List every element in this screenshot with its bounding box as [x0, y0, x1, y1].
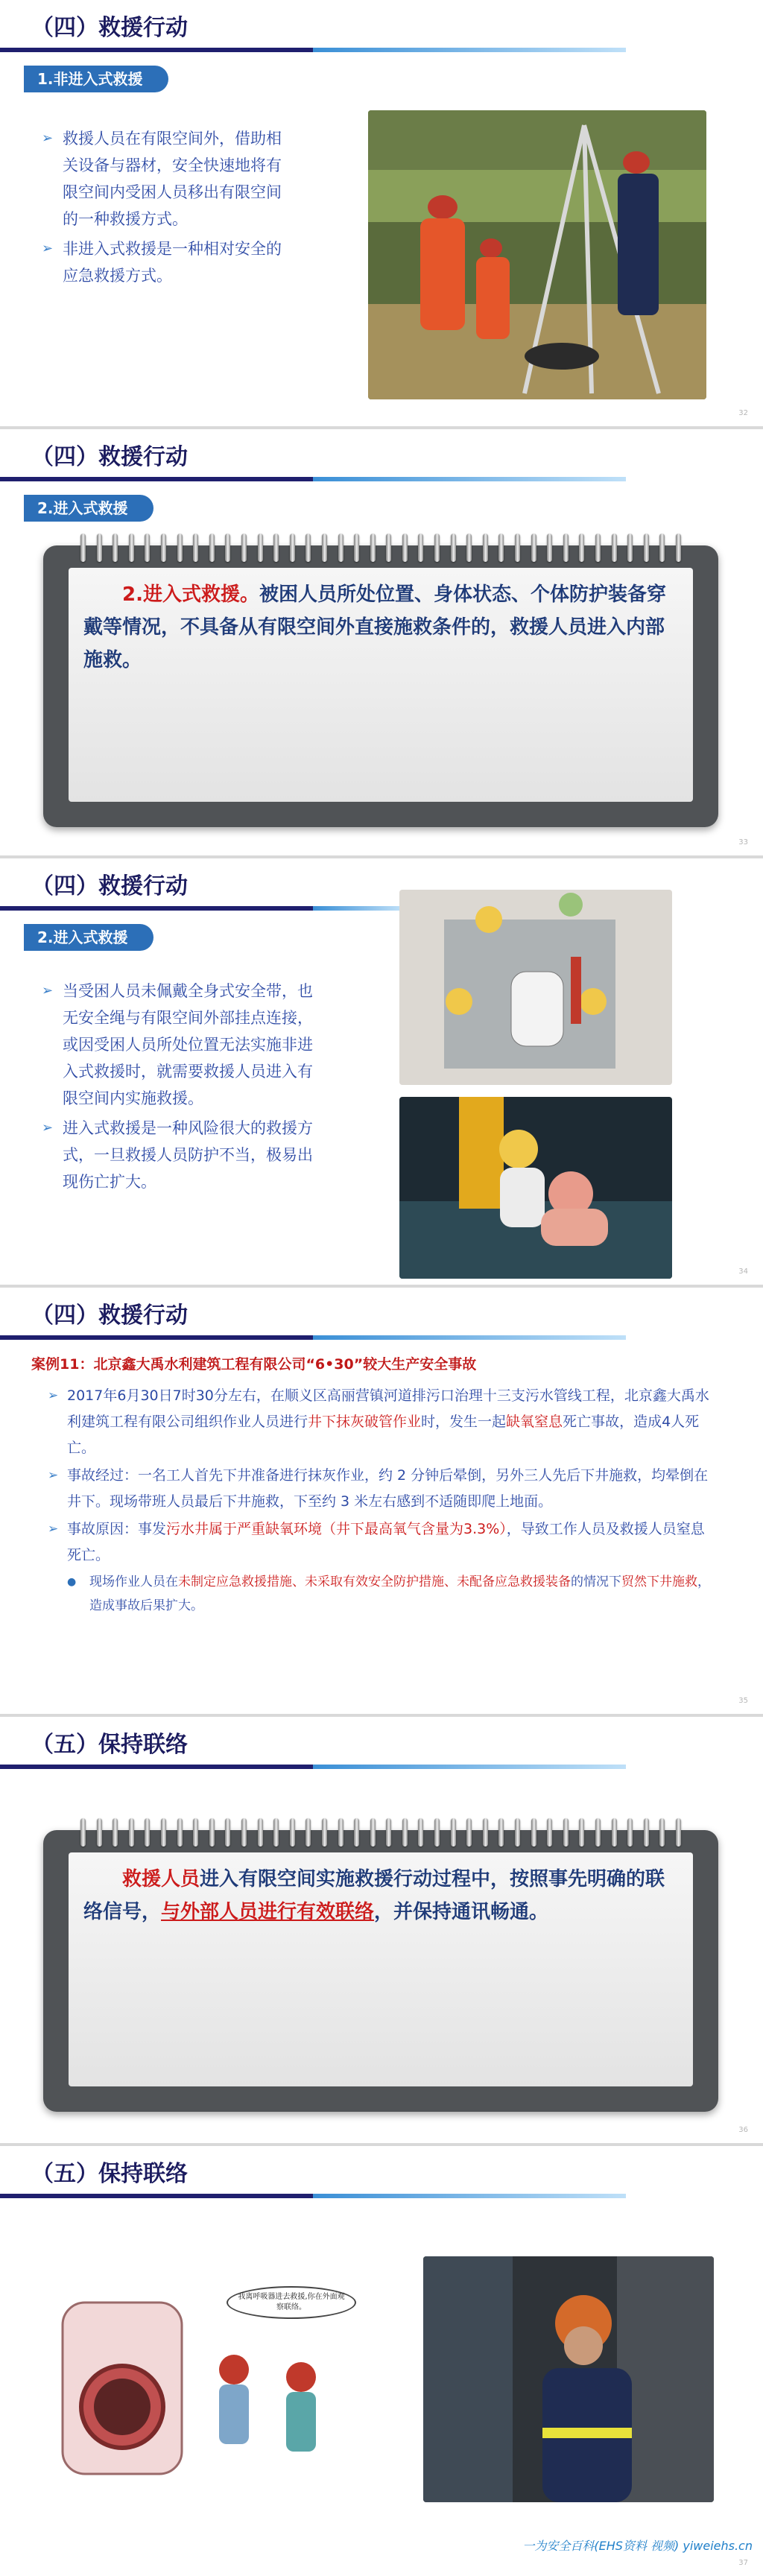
speech-bubble: 我离呼吸器进去救援,你在外面观察联络。 [227, 2286, 356, 2319]
slide-title: （五）保持联络 [31, 1732, 188, 1758]
rescue-tripod-photo [368, 110, 706, 399]
list-item: ➢ 事故经过：一名工人首先下井准备进行抹灰作业，约 2 分钟后晕倒，另外三人先后下井施救，均晕倒在井下。现场带班人员最后下井施救，下至约 3 米左右感到不适随即爬上地面。 [48, 1463, 718, 1515]
slide-title: （四）救援行动 [31, 444, 188, 470]
list-item: ➢ 非进入式救援是一种相对安全的应急救援方式。 [42, 235, 288, 289]
slide-title: （四）救援行动 [31, 1303, 188, 1329]
cartoon-sewer-illustration [399, 1097, 672, 1279]
slide-title: （四）救援行动 [31, 15, 188, 41]
cartoon-tank-rescue [48, 2280, 390, 2489]
page-number: 34 [738, 1268, 748, 1276]
list-item: ➢ 进入式救援是一种风险很大的救援方式，一旦救援人员防护不当，极易出现伤亡扩大。 [42, 1115, 325, 1195]
slide-entry-rescue-detail [0, 858, 763, 1288]
title-rule-accent [313, 1335, 626, 1340]
sub-list-item: ● 现场作业人员在未制定应急救援措施、未采取有效安全防护措施、未配备应急救援装备的情况下贸然下井施救，造成事故后果扩大。 [48, 1570, 718, 1618]
case-list [48, 1383, 718, 1619]
spiral-rings [80, 534, 681, 563]
firefighter-photo [423, 2256, 714, 2502]
title-rule [0, 1335, 313, 1340]
section-pill: 1.非进入式救援 [24, 66, 168, 92]
title-rule-accent [313, 48, 626, 52]
slide-keep-contact-illustration [0, 2146, 763, 2576]
slide-title: （五）保持联络 [31, 2161, 188, 2187]
title-rule-accent [313, 1765, 626, 1769]
title-rule [0, 1765, 313, 1769]
spiral-rings [80, 1818, 681, 1848]
page-number: 33 [738, 838, 748, 846]
board-lead: 2.进入式救援。 [122, 583, 259, 606]
board-body: 被困人员所处位置、身体状态、个体防护装备穿戴等情况，不具备从有限空间外直接施救条件的，救援人员进入内部施救。 [83, 583, 666, 671]
slide-keep-contact [0, 1717, 763, 2146]
title-rule [0, 477, 313, 481]
case-heading: 案例11：北京鑫大禹水利建筑工程有限公司“6•30”较大生产安全事故 [31, 1356, 477, 1373]
bullet-list [42, 978, 325, 1198]
title-rule-accent [313, 477, 626, 481]
list-item: ➢ 2017年6月30日7时30分左右，在顺义区高丽营镇河道排污口治理十三支污水管线工程，北京鑫大禹水利建筑工程有限公司组织作业人员进行井下抹灰破管作业时，发生一起缺氧窒息死亡事故，造成4人死亡。 [48, 1383, 718, 1461]
page-number: 35 [738, 1697, 748, 1705]
list-item: ➢ 事故原因：事发污水井属于严重缺氧环境（井下最高氧气含量为3.3%），导致工作人员及救援人员窒息死亡。 [48, 1516, 718, 1569]
title-rule [0, 2194, 313, 2198]
section-pill: 2.进入式救援 [24, 495, 153, 522]
page-number: 32 [738, 409, 748, 417]
slide-entry-rescue-definition [0, 429, 763, 858]
list-item: ➢ 当受困人员未佩戴全身式安全带，也无安全绳与有限空间外部挂点连接，或因受困人员所处位置无法实施非进入式救援时，就需要救援人员进入有限空间内实施救援。 [42, 978, 325, 1112]
page-number: 36 [738, 2126, 748, 2134]
section-pill: 2.进入式救援 [24, 924, 153, 951]
bullet-list [42, 125, 288, 292]
board-text [83, 578, 678, 677]
footer-credit: 一为安全百科(EHS资料 视频) yiweiehs.cn [522, 2539, 753, 2553]
title-rule-accent [313, 906, 402, 911]
title-rule [0, 906, 313, 911]
slide-case-study [0, 1288, 763, 1717]
title-rule [0, 48, 313, 52]
slide-title: （四）救援行动 [31, 873, 188, 899]
board-text: 救援人员进入有限空间实施救援行动过程中，按照事先明确的联络信号，与外部人员进行有效联络，并保持通讯畅通。 [83, 1868, 665, 1923]
cartoon-rescue-illustration [399, 890, 672, 1085]
title-rule-accent [313, 2194, 626, 2198]
notebook-board [43, 1830, 718, 2112]
notebook-board [43, 545, 718, 827]
page-number: 37 [738, 2559, 748, 2567]
slide-non-entry-rescue [0, 0, 763, 429]
list-item: ➢ 救援人员在有限空间外，借助相关设备与器材，安全快速地将有限空间内受困人员移出有限空间的一种救援方式。 [42, 125, 288, 232]
